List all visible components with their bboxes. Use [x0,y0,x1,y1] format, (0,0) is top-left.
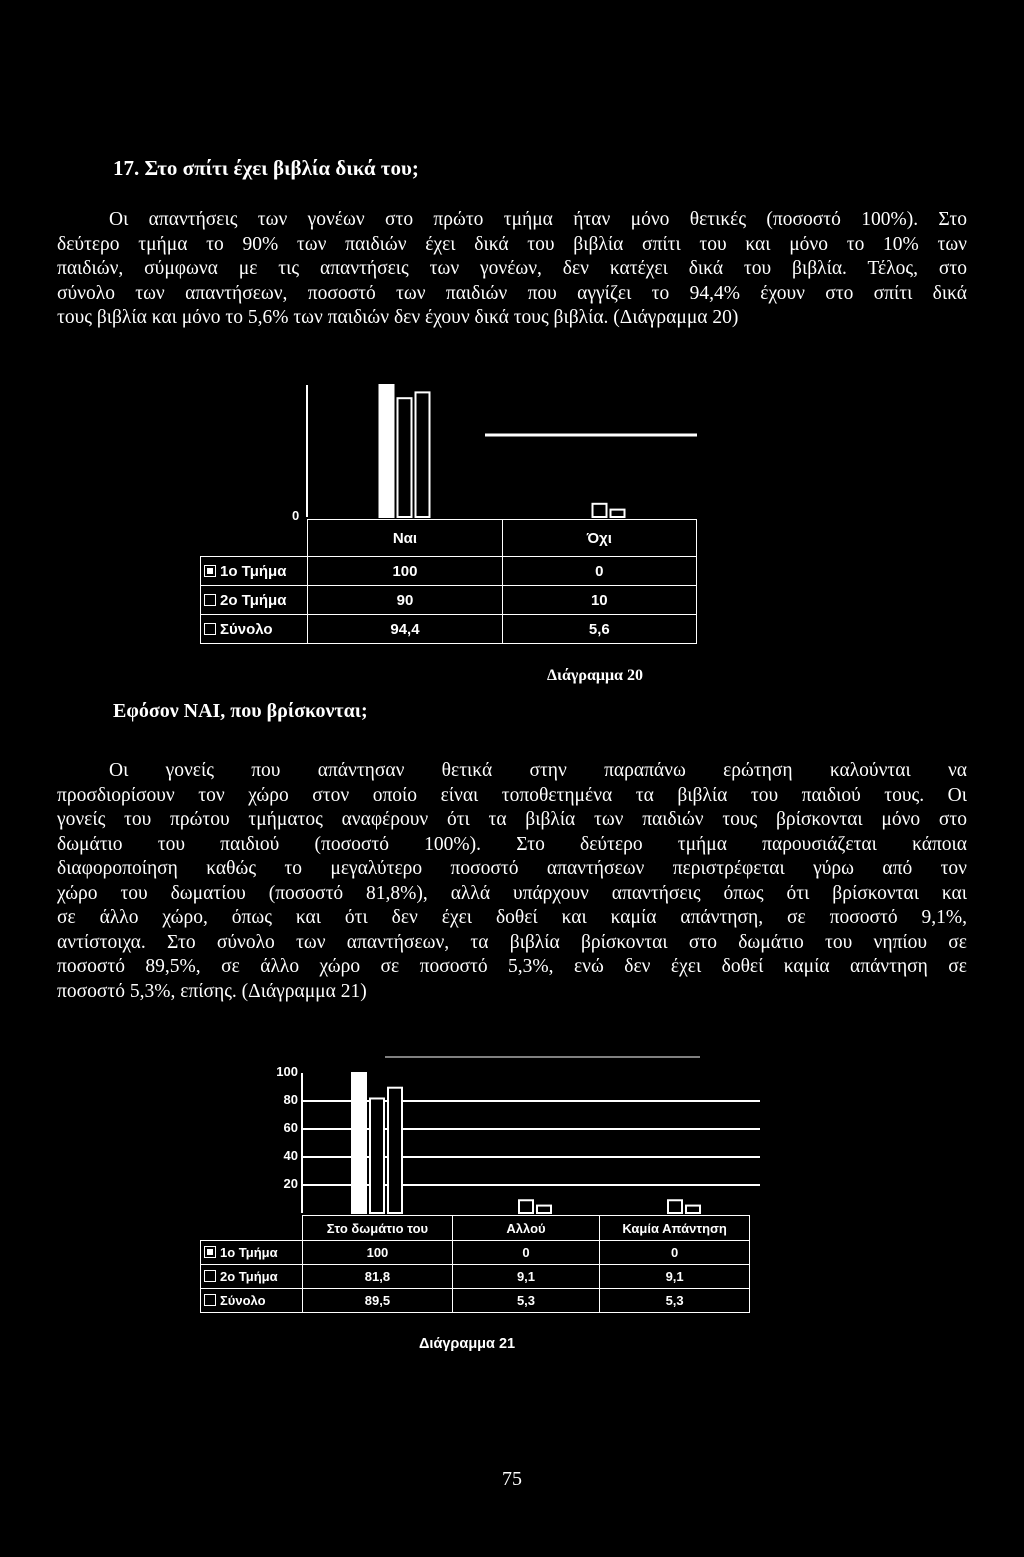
row-label: 1ο Τμήμα [220,1245,278,1260]
paragraph-line: σε άλλο χώρο, όπως και ότι δεν έχει δοθεί και καμία απάντηση, σε ποσοστό 9,1%, [57,907,967,928]
table-cell: 10 [502,586,696,615]
bar [668,1200,682,1213]
subsection-heading: Εφόσον ΝΑΙ, που βρίσκονται; [113,700,368,722]
paragraph-line: διαφοροποίηση καθώς το μεγαλύτερο ποσοστό απαντήσεων περιστρέφεται γύρω από τον [57,858,967,879]
bar [686,1206,700,1213]
bar [370,1098,384,1213]
diagram-21-table [200,1215,750,1313]
paragraph-line: δεύτερο τμήμα το 90% των παιδιών έχει δικά του βιβλία σπίτι του και μόνο το 10% των [57,233,967,255]
table-cell: 9,1 [600,1265,750,1289]
y-tick-label: 60 [283,1120,298,1135]
bar [388,1088,402,1213]
table-cell: 9,1 [452,1265,599,1289]
table-cell: 5,3 [452,1289,599,1313]
legend-label [201,1289,303,1313]
legend-swatch-icon [204,1294,216,1306]
paragraph-line: τους βιβλία και μόνο το 5,6% των παιδιών δεν έχουν δικά τους βιβλία. (Διάγραμμα 20) [57,307,739,328]
table-row [201,1265,750,1289]
y-tick-label: 100 [276,1064,298,1079]
table-header-cell: Καμία Απάντηση [600,1216,750,1241]
paragraph-line: γονείς του πρώτου τμήματος αναφέρουν ότι τα βιβλία των παιδιών τους βρίσκονται μόνο στο [57,809,967,830]
y-tick-label: 20 [283,1176,298,1191]
table-header-cell: Ναι [308,520,502,557]
table-header-cell: Όχι [502,520,696,557]
bar [537,1206,551,1213]
paragraph-line: ποσοστό 5,3%, επίσης. (Διάγραμμα 21) [57,980,367,1002]
table-cell: 81,8 [303,1265,453,1289]
row-label: Σύνολο [220,1293,266,1308]
legend-label [201,1241,303,1265]
table-header-cell: Στο δωμάτιο του [303,1216,453,1241]
table-row [201,1241,750,1265]
table-corner [201,1216,303,1241]
row-label: 2ο Τμήμα [220,1269,278,1284]
table-cell: 0 [600,1241,750,1265]
table-cell: 89,5 [303,1289,453,1313]
row-label: Σύνολο [220,620,273,638]
axis-tick-zero: 0 [292,508,300,523]
diagram-20-caption: Διάγραμμα 20 [547,667,643,684]
paragraph-line: προσδιορίσουν τον χώρο στον οποίο είναι τοποθετημένα τα βιβλία του παιδιού τους. Οι [57,784,967,806]
table-cell: 0 [502,557,696,586]
table-header-row [201,1216,750,1241]
page-number: 75 [502,1468,522,1490]
paragraph-line: παιδιών, σύμφωνα με τις απαντήσεις των γονέων, δεν κατέχει δικά του βιβλία. Τέλος, στο [57,258,967,279]
paragraph-line: αντίστοιχα. Στο σύνολο των απαντήσεων, τα βιβλία βρίσκονται στο δωμάτιο του νηπίου σε [57,931,967,953]
paragraph-line: χώρο του δωματίου (ποσοστό 81,8%), αλλά υπάρχουν απαντήσεις όπως ότι βρίσκονται και [57,882,967,904]
bar [519,1200,533,1213]
table-cell: 0 [452,1241,599,1265]
table-header-cell: Αλλού [452,1216,599,1241]
section-heading: 17. Στο σπίτι έχει βιβλία δικά του; [113,156,419,180]
y-tick-label: 40 [283,1148,298,1163]
table-cell: 5,6 [502,615,696,644]
paragraph-line: δωμάτιο του παιδιού (ποσοστό 100%). Στο δεύτερο τμήμα παρουσιάζεται κάποια [57,833,967,855]
table-cell: 100 [303,1241,453,1265]
row-label: 2ο Τμήμα [220,591,287,609]
table-row [201,1289,750,1313]
paragraph-line: Οι γονείς που απάντησαν θετικά στην παραπάνω ερώτηση καλούνται να [109,760,967,781]
table-cell: 94,4 [308,615,502,644]
legend-swatch-icon [204,1270,216,1282]
legend-swatch-filled-icon [204,1246,216,1258]
row-label: 1ο Τμήμα [220,562,287,580]
paragraph-line: Οι απαντήσεις των γονέων στο πρώτο τμήμα ήταν μόνο θετικές (ποσοστό 100%). Στο [109,209,967,230]
y-tick-label: 80 [283,1092,298,1107]
paragraph-line: σύνολο των απαντήσεων, ποσοστό των παιδιών που αγγίζει το 94,4% έχουν στο σπίτι δικά [57,282,967,304]
legend-label [201,1265,303,1289]
table-cell: 100 [308,557,502,586]
bar [352,1073,366,1213]
table-cell: 5,3 [600,1289,750,1313]
paragraph-line: ποσοστό 89,5%, σε άλλο χώρο σε ποσοστό 5,3%, ενώ δεν έχει δοθεί καμία απάντηση σε [57,956,967,977]
diagram-21-caption: Διάγραμμα 21 [419,1336,516,1352]
table-cell: 90 [308,586,502,615]
